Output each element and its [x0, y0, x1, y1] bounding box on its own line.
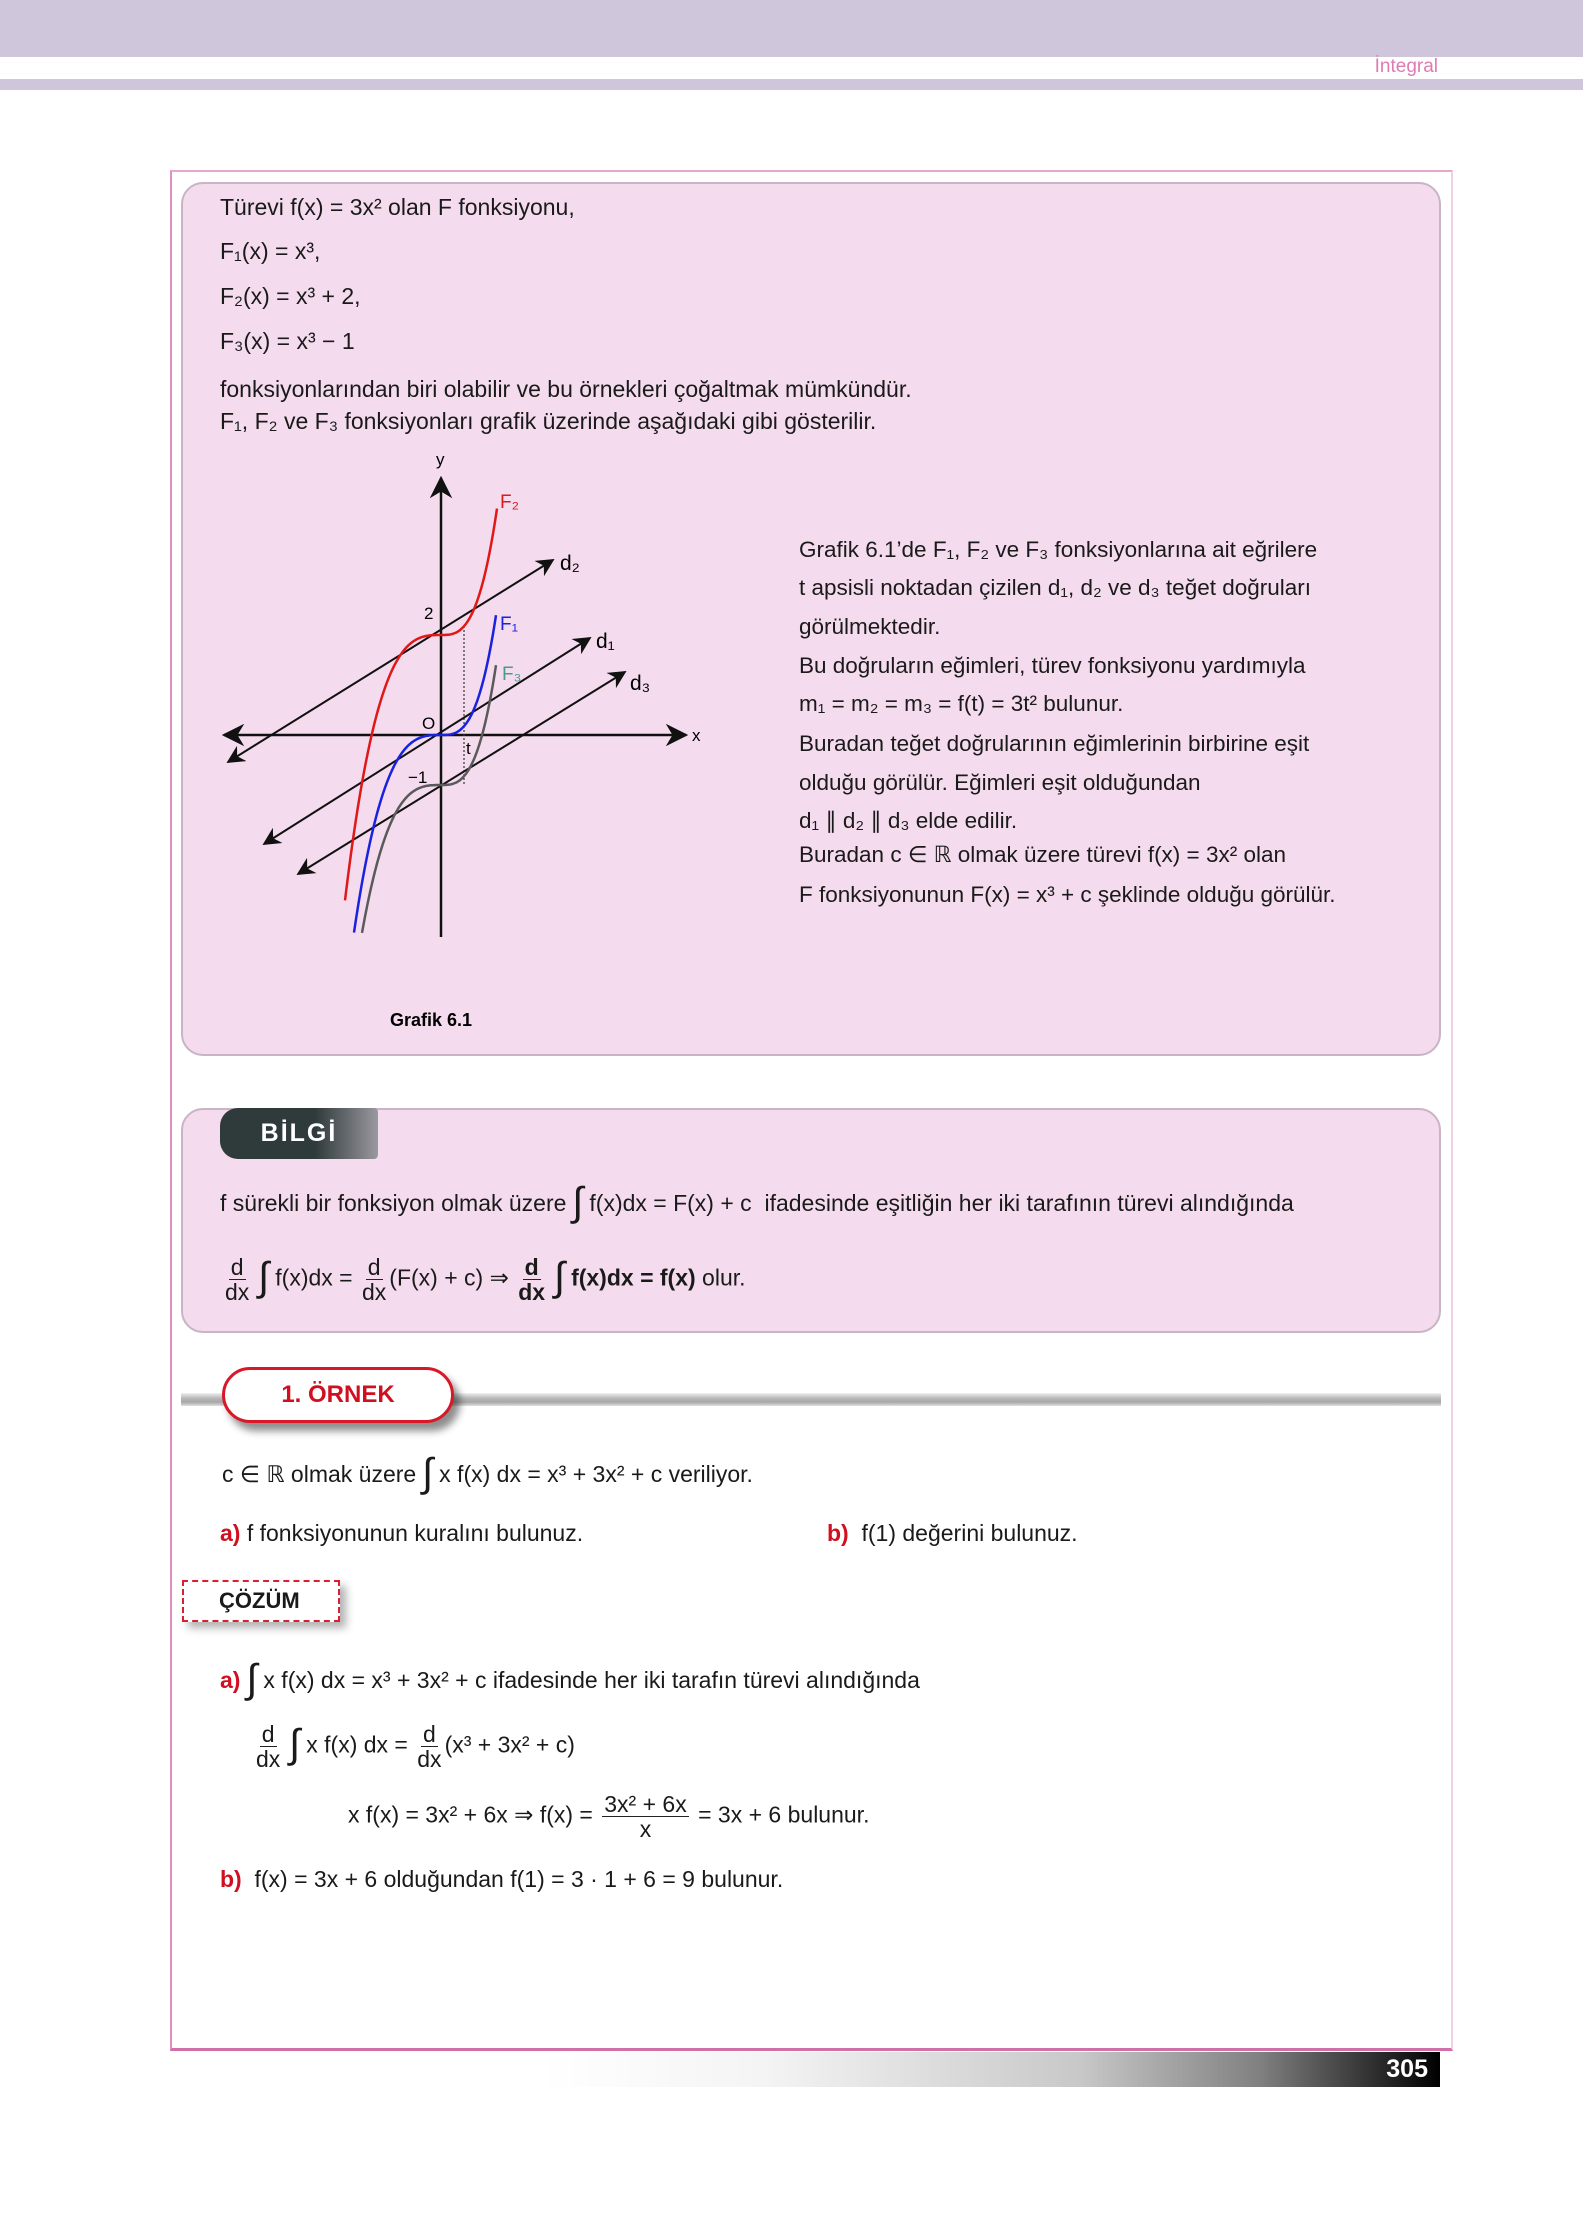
x-axis-label: x [692, 726, 701, 745]
t-label: t [466, 739, 471, 758]
num: 3x² + 6x [604, 1791, 687, 1817]
graph-caption: Grafik 6.1 [390, 1010, 473, 1030]
chapter-title: İntegral [1374, 56, 1438, 77]
integral-sign: ∫ [289, 1721, 301, 1766]
intro-line: fonksiyonlarından biri olabilir ve bu örnekleri çoğaltmak mümkündür. [220, 376, 912, 402]
integral-sign: ∫ [422, 1451, 434, 1495]
fraction [518, 1255, 545, 1304]
num: d [261, 1721, 275, 1747]
text: f fonksiyonunun kuralını bulunuz. [246, 1520, 584, 1546]
math: f(x)dx = f(x) [571, 1264, 696, 1291]
explanation-line: olduğu görülür. Eğimleri eşit olduğundan [799, 770, 1201, 795]
tangent-d3 [298, 672, 625, 874]
math: f(x)dx = F(x) + c [589, 1190, 752, 1217]
info-line-1 [220, 1180, 1294, 1225]
tangent-d2 [228, 560, 553, 762]
math: x f(x) = 3x² + 6x ⇒ f(x) = [348, 1801, 593, 1828]
d3-label: d₃ [630, 672, 651, 695]
tangent-d1 [264, 638, 590, 844]
y-axis-label: y [436, 450, 445, 469]
solution-a-line-1 [220, 1657, 920, 1702]
page-number: 305 [1386, 2055, 1428, 2083]
label: a) [220, 1520, 241, 1546]
den: dx [417, 1746, 442, 1773]
solution-a-line-2 [253, 1722, 575, 1771]
math: x f(x) dx = x³ + 3x² + c veriliyor. [439, 1461, 753, 1488]
d1-label: d₁ [596, 630, 615, 653]
d2-label: d₂ [560, 552, 580, 575]
example-statement [222, 1451, 753, 1496]
implies: ⇒ [489, 1264, 509, 1291]
f1-def: F₁(x) = x³, [220, 238, 321, 264]
fraction [225, 1255, 249, 1304]
integral-sign: ∫ [572, 1180, 584, 1224]
text: f(1) değerini bulunuz. [861, 1520, 1078, 1546]
math: (x³ + 3x² + c) [444, 1731, 575, 1758]
label: b) [827, 1520, 849, 1546]
den: dx [256, 1746, 281, 1773]
math: = 3x + 6 bulunur. [698, 1801, 870, 1828]
explanation-line: Buradan teğet doğrularının eğimlerinin birbirine eşit [799, 731, 1310, 756]
question-a [220, 1520, 583, 1548]
question-b [827, 1520, 1078, 1548]
fraction [417, 1722, 441, 1771]
text: olur. [702, 1264, 746, 1291]
intro-line: F₁, F₂ ve F₃ fonksiyonları grafik üzerinde aşağıdaki gibi gösterilir. [220, 408, 877, 434]
den: dx [225, 1279, 250, 1306]
num: d [230, 1254, 244, 1280]
explanation-line: d₁ ∥ d₂ ∥ d₃ elde edilir. [799, 808, 1018, 833]
tick-2: 2 [424, 604, 434, 623]
intro-line: Türevi f(x) = 3x² olan F fonksiyonu, [220, 194, 575, 220]
num: d [367, 1254, 381, 1280]
f3-label: F₃ [502, 664, 522, 685]
example-title: 1. ÖRNEK [222, 1367, 454, 1423]
math: (F(x) + c) [389, 1264, 484, 1291]
f2-def: F₂(x) = x³ + 2, [220, 283, 361, 309]
explanation-line: m₁ = m₂ = m₃ = f(t) = 3t² bulunur. [799, 691, 1124, 716]
math: x f(x) dx = [306, 1731, 408, 1758]
origin-label: O [422, 714, 436, 733]
num: d [423, 1721, 436, 1747]
math: f(x) = 3x + 6 olduğundan f(1) = 3 · 1 + 6 = 9 bulunur. [254, 1866, 784, 1892]
explanation-line: t apsisli noktadan çizilen d₁, d₂ ve d₃ teğet doğruları [799, 575, 1312, 600]
integral-sign: ∫ [246, 1657, 258, 1701]
math: f(x)dx = [275, 1264, 353, 1291]
explanation-line: Buradan c ∈ ℝ olmak üzere türevi f(x) = 3x² olan [799, 842, 1286, 867]
info-line-2 [222, 1255, 746, 1304]
text: c ∈ ℝ olmak üzere [222, 1461, 417, 1488]
explanation-line: F fonksiyonunun F(x) = x³ + c şeklinde olduğu görülür. [799, 882, 1336, 907]
integral-sign: ∫ [258, 1254, 270, 1299]
den: dx [518, 1279, 546, 1306]
graph-6-1 [0, 0, 1583, 1100]
tick-minus-1: −1 [408, 768, 428, 787]
f3-def: F₃(x) = x³ − 1 [220, 328, 355, 354]
integral-sign: ∫ [554, 1254, 566, 1299]
label: a) [220, 1667, 241, 1694]
fraction [256, 1722, 280, 1771]
text: ifadesinde eşitliğin her iki tarafının türevi alındığında [764, 1190, 1294, 1217]
solution-a-line-3 [348, 1792, 869, 1841]
f2-label: F₂ [500, 492, 519, 513]
curve-f2 [345, 509, 497, 901]
math: x f(x) dx = x³ + 3x² + c ifadesinde her iki tarafın türevi alındığında [263, 1667, 920, 1694]
fraction [362, 1255, 386, 1304]
f1-label: F₁ [500, 614, 519, 635]
info-tab: BİLGİ [220, 1108, 378, 1159]
fraction [602, 1792, 688, 1841]
num: d [524, 1254, 539, 1280]
solution-title: ÇÖZÜM [182, 1580, 340, 1622]
explanation-line: görülmektedir. [799, 614, 941, 639]
solution-b [220, 1866, 783, 1894]
text: f sürekli bir fonksiyon olmak üzere [220, 1190, 567, 1217]
explanation-line: Bu doğruların eğimleri, türev fonksiyonu yardımıyla [799, 653, 1306, 678]
den: x [639, 1816, 652, 1843]
page-footer [540, 2052, 1440, 2087]
label: b) [220, 1866, 242, 1892]
explanation-line: Grafik 6.1’de F₁, F₂ ve F₃ fonksiyonlarına ait eğrilere [799, 537, 1318, 562]
den: dx [361, 1279, 387, 1306]
